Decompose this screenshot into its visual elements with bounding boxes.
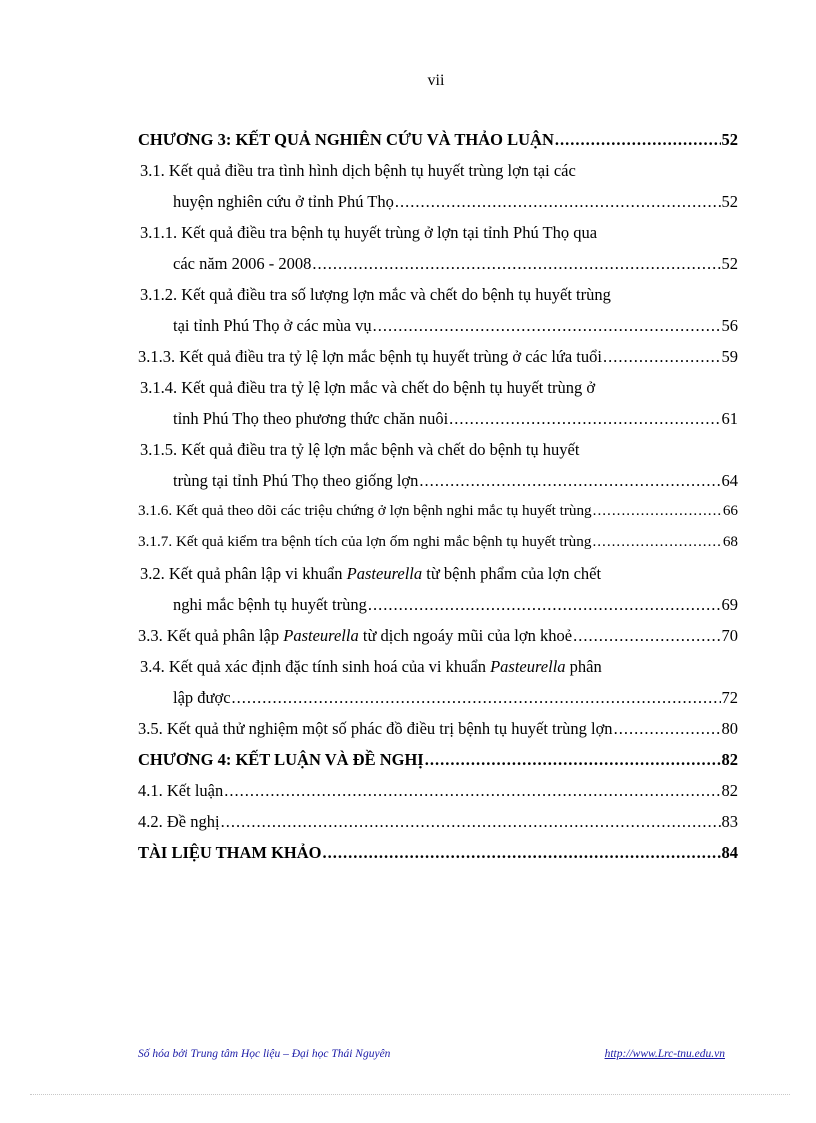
toc-entry-page: 56 xyxy=(721,316,738,335)
dot-leader xyxy=(614,719,721,739)
dot-leader xyxy=(373,316,721,336)
toc-text: từ dịch ngoáy mũi của lợn khoẻ xyxy=(358,626,573,645)
table-of-contents xyxy=(138,130,740,874)
toc-entry-page: 82 xyxy=(721,750,738,769)
toc-entry-page: 84 xyxy=(721,843,738,862)
dot-leader xyxy=(232,688,721,708)
toc-entry-page: 80 xyxy=(721,719,738,738)
toc-entry-3-1-2[interactable] xyxy=(138,316,738,347)
toc-entry-page: 70 xyxy=(721,626,738,645)
dot-leader xyxy=(555,130,721,150)
toc-entry-title: TÀI LIỆU THAM KHẢO xyxy=(138,843,322,862)
footer-website-link[interactable]: http://www.Lrc-tnu.edu.vn xyxy=(604,1048,725,1060)
toc-text: phân xyxy=(565,657,602,676)
toc-entry-title: 3.1.7. Kết quả kiểm tra bệnh tích của lợn ốm nghi mắc bệnh tụ huyết trùng xyxy=(138,533,592,550)
page-bottom-divider xyxy=(30,1094,790,1095)
toc-entry-title: lập được xyxy=(173,688,231,707)
toc-entry-title: nghi mắc bệnh tụ huyết trùng xyxy=(173,595,367,614)
toc-entry-3-2[interactable] xyxy=(138,595,738,626)
toc-entry-page: 52 xyxy=(721,254,738,273)
toc-entry-page: 52 xyxy=(721,130,738,149)
toc-entry-3-4[interactable] xyxy=(138,688,738,719)
toc-entry-title: 3.1.6. Kết quả theo dõi các triệu chứng ở lợn bệnh nghi mắc tụ huyết trùng xyxy=(138,502,592,519)
toc-entry-4-1[interactable] xyxy=(138,781,738,812)
toc-entry-3-1-6[interactable] xyxy=(138,502,738,533)
page-number: vii xyxy=(427,72,445,89)
toc-entry-page: 68 xyxy=(722,533,738,550)
toc-entry-title: các năm 2006 - 2008 xyxy=(173,254,312,273)
toc-entry-3-1-1[interactable] xyxy=(138,254,738,285)
toc-text: 3.3. Kết quả phân lập xyxy=(138,626,284,645)
dot-leader xyxy=(593,502,722,520)
toc-text: 3.2. Kết quả phân lập vi khuẩn xyxy=(140,564,347,583)
toc-entry-page: 66 xyxy=(722,502,738,519)
toc-entry-3-1[interactable] xyxy=(138,192,738,223)
toc-entry-3-5[interactable] xyxy=(138,719,738,750)
toc-entry-line1[interactable]: 3.1. Kết quả điều tra tình hình dịch bệnh tụ huyết trùng lợn tại các xyxy=(140,161,576,180)
toc-entry-3-1-3[interactable] xyxy=(138,347,738,378)
toc-entry-line1[interactable]: 3.1.1. Kết quả điều tra bệnh tụ huyết trùng ở lợn tại tỉnh Phú Thọ qua xyxy=(140,223,598,242)
toc-entry-line1[interactable]: 3.1.5. Kết quả điều tra tỷ lệ lợn mắc bệnh và chết do bệnh tụ huyết xyxy=(140,440,580,459)
toc-entry-3-1-4[interactable] xyxy=(138,409,738,440)
dot-leader xyxy=(419,471,720,491)
toc-entry-line1[interactable] xyxy=(138,657,692,688)
toc-entry-title: CHƯƠNG 3: KẾT QUẢ NGHIÊN CỨU VÀ THẢO LUẬN xyxy=(138,130,554,149)
dot-leader xyxy=(368,595,721,615)
toc-entry-page: 83 xyxy=(721,812,738,831)
dot-leader xyxy=(573,626,720,646)
toc-entry-page: 72 xyxy=(721,688,738,707)
toc-entry-title: tỉnh Phú Thọ theo phương thức chăn nuôi xyxy=(173,409,449,428)
toc-chapter-4[interactable] xyxy=(138,750,738,781)
toc-entry-page: 59 xyxy=(721,347,738,366)
dot-leader xyxy=(221,812,721,832)
toc-entry-page: 82 xyxy=(721,781,738,800)
toc-text: 3.4. Kết quả xác định đặc tính sinh hoá của vi khuẩn xyxy=(140,657,491,676)
dot-leader xyxy=(312,254,720,274)
toc-italic-text: Pasteurella xyxy=(283,626,359,645)
toc-entry-title: tại tỉnh Phú Thọ ở các mùa vụ xyxy=(173,316,372,335)
dot-leader xyxy=(224,781,720,801)
toc-entry-title: 4.2. Đề nghị xyxy=(138,812,220,831)
toc-entry-page: 52 xyxy=(721,192,738,211)
toc-italic-text: Pasteurella xyxy=(346,564,423,583)
toc-text: từ bệnh phẩm của lợn chết xyxy=(422,564,602,583)
toc-entry-title xyxy=(138,626,572,646)
toc-entry-line1[interactable]: 3.1.2. Kết quả điều tra số lượng lợn mắc và chết do bệnh tụ huyết trùng xyxy=(140,285,611,304)
toc-entry-line1[interactable] xyxy=(138,564,692,595)
toc-entry-title: CHƯƠNG 4: KẾT LUẬN VÀ ĐỀ NGHỊ xyxy=(138,750,424,769)
toc-entry-title: 4.1. Kết luận xyxy=(138,781,224,800)
toc-entry-title: 3.5. Kết quả thử nghiệm một số phác đồ điều trị bệnh tụ huyết trùng lợn xyxy=(138,719,613,738)
toc-entry-page: 64 xyxy=(721,471,738,490)
dot-leader xyxy=(449,409,720,429)
toc-chapter-3[interactable] xyxy=(138,130,738,161)
toc-entry-line1[interactable]: 3.1.4. Kết quả điều tra tỷ lệ lợn mắc và chết do bệnh tụ huyết trùng ở xyxy=(140,378,596,397)
toc-entry-3-3[interactable] xyxy=(138,626,738,657)
toc-entry-3-1-7[interactable] xyxy=(138,533,738,564)
toc-entry-title: huyện nghiên cứu ở tỉnh Phú Thọ xyxy=(173,192,394,211)
toc-entry-title: 3.1.3. Kết quả điều tra tỷ lệ lợn mắc bệnh tụ huyết trùng ở các lứa tuổi xyxy=(138,347,602,366)
toc-entry-3-1-5[interactable] xyxy=(138,471,738,502)
dot-leader xyxy=(592,533,721,551)
toc-italic-text: Pasteurella xyxy=(490,657,566,676)
dot-leader xyxy=(395,192,721,212)
toc-references[interactable] xyxy=(138,843,738,874)
toc-entry-4-2[interactable] xyxy=(138,812,738,843)
dot-leader xyxy=(323,843,721,863)
toc-entry-page: 69 xyxy=(721,595,738,614)
footer-digitized-by: Số hóa bởi Trung tâm Học liệu – Đại học Thái Nguyên xyxy=(138,1048,391,1060)
dot-leader xyxy=(425,750,721,770)
dot-leader xyxy=(603,347,721,367)
toc-entry-title: trùng tại tỉnh Phú Thọ theo giống lợn xyxy=(173,471,419,490)
toc-entry-page: 61 xyxy=(721,409,738,428)
